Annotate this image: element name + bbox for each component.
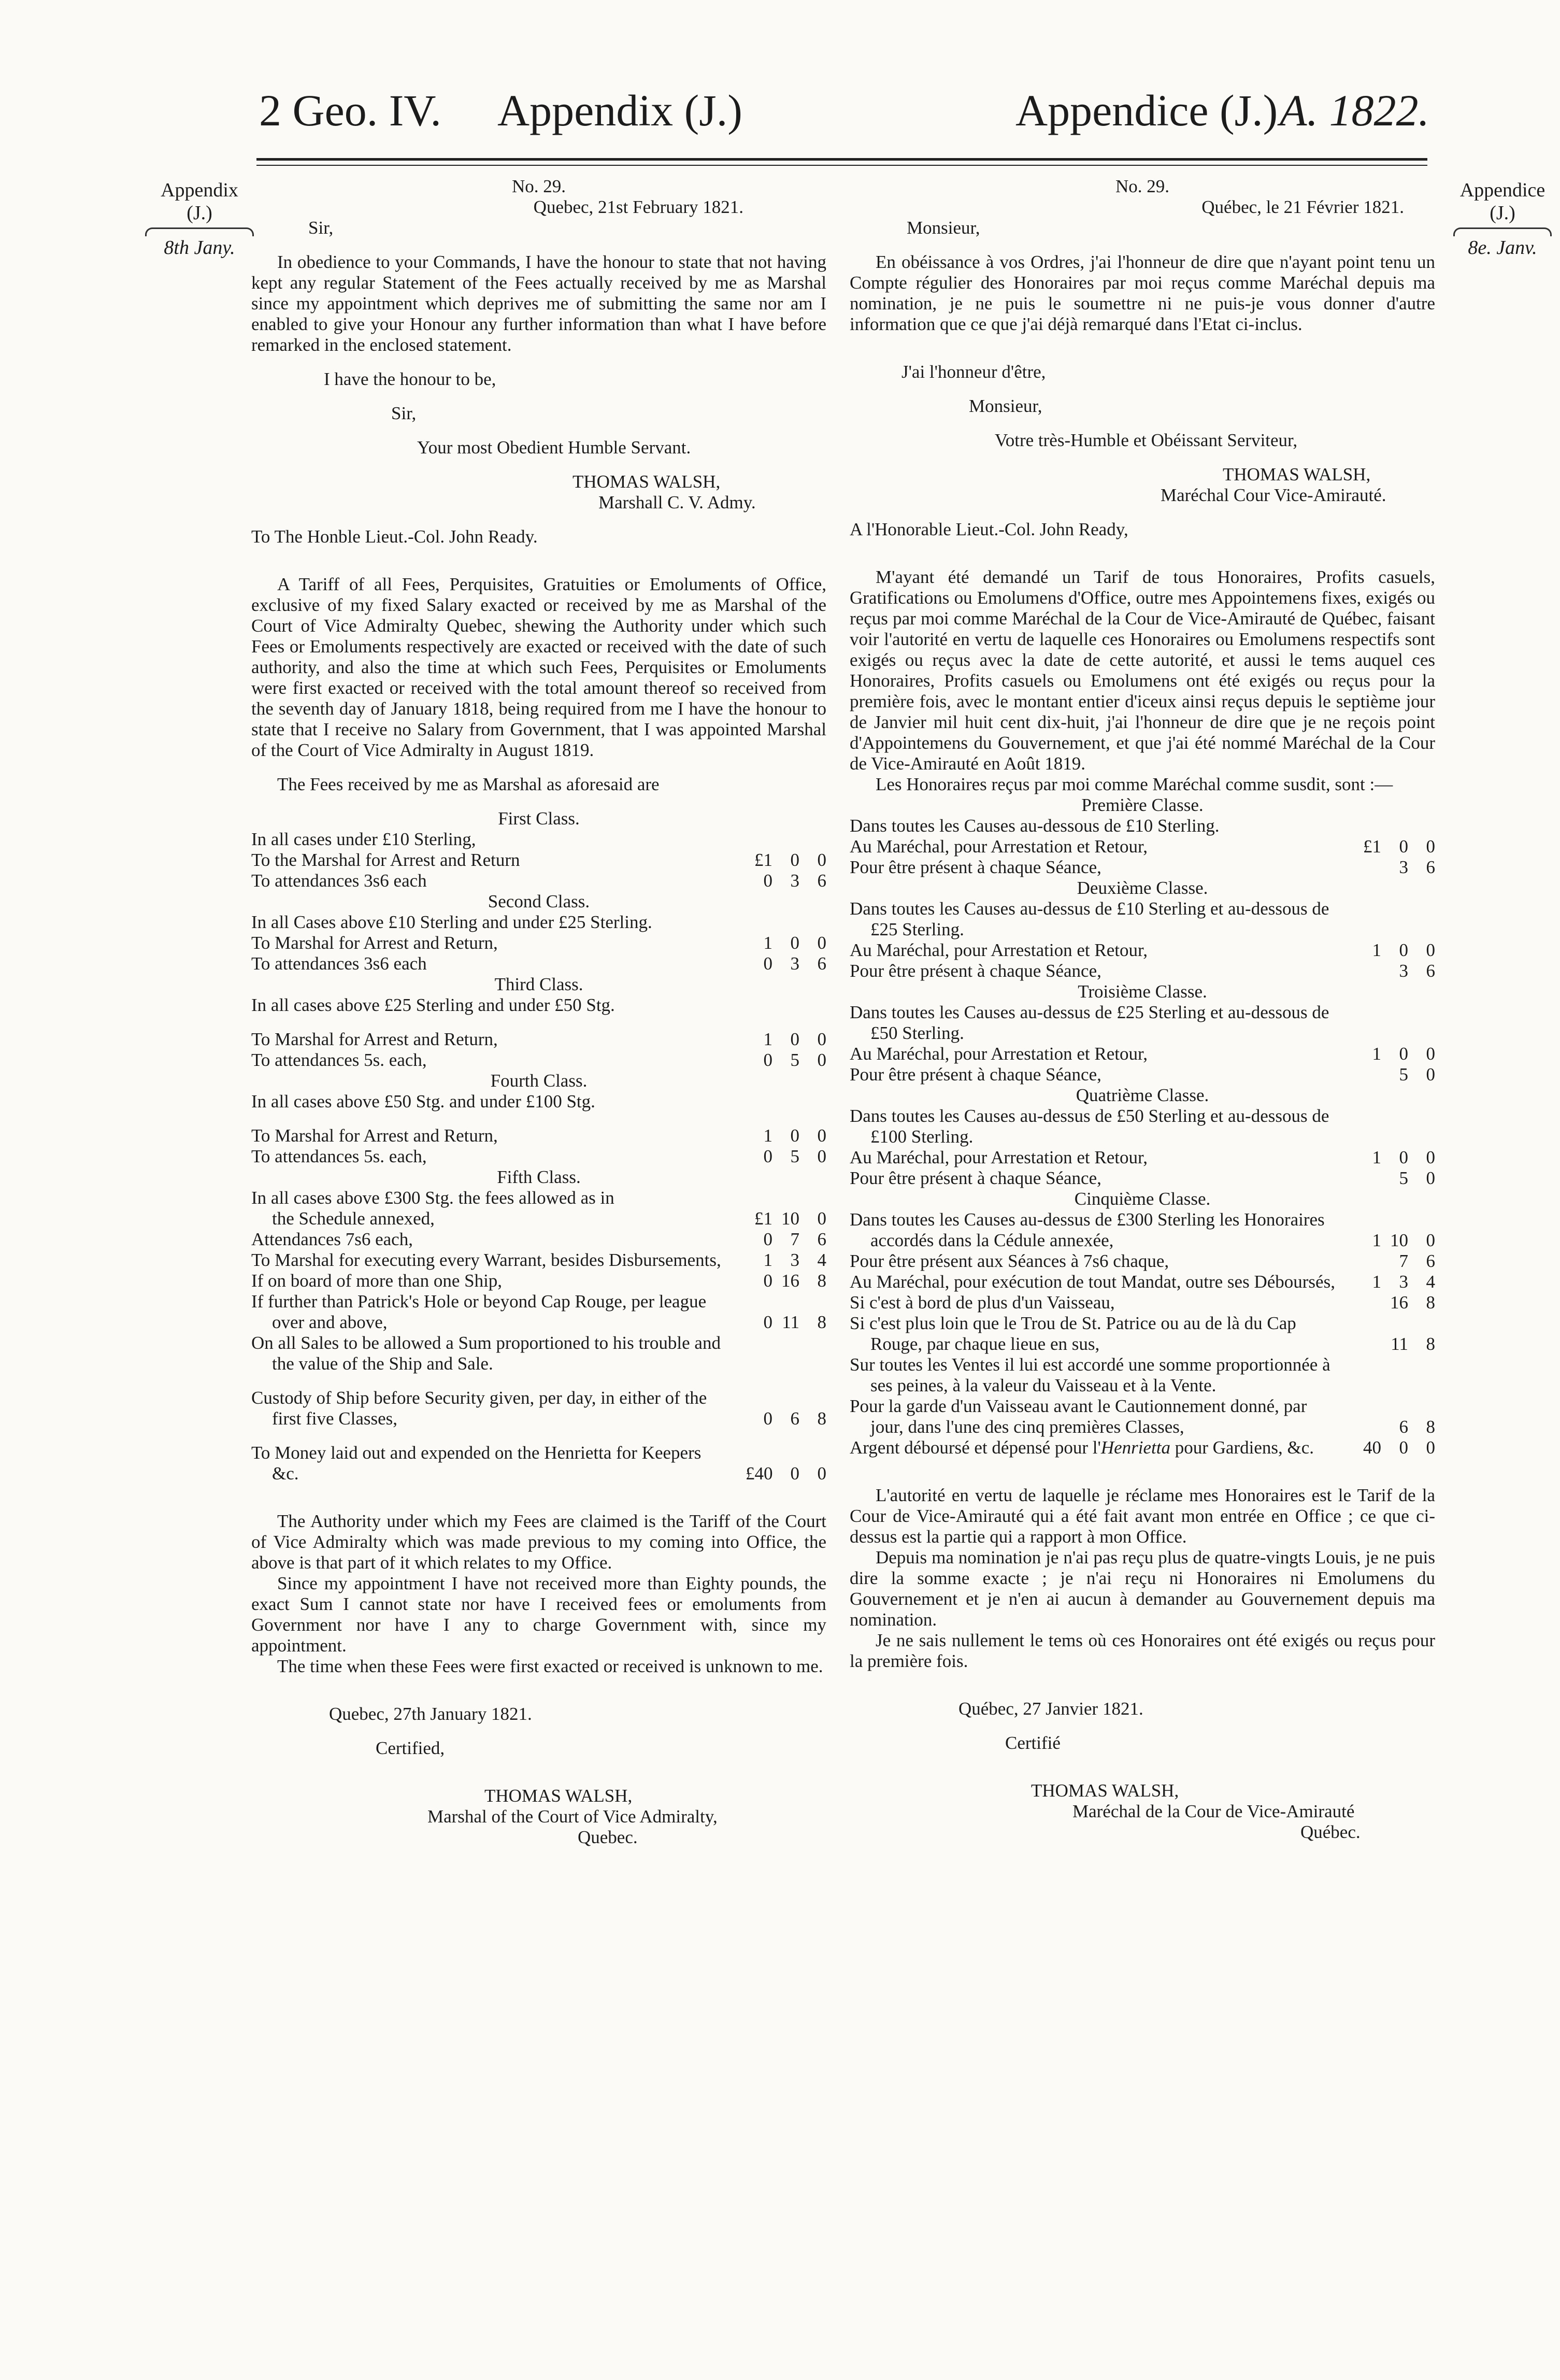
pounds: 1 — [763, 1029, 772, 1049]
signer-name: THOMAS WALSH, — [573, 472, 721, 492]
shillings: 7 — [1399, 1251, 1408, 1271]
shillings: 16 — [1390, 1292, 1408, 1313]
fee-row — [251, 871, 826, 891]
class-3-condition: Dans toutes les Causes au-dessus de £25 Sterling et au-dessous de £50 Sterling. — [850, 1002, 1329, 1043]
fee-row-amount — [728, 1250, 826, 1271]
fee-row — [251, 850, 826, 871]
pence: 6 — [817, 953, 826, 974]
fee-row — [850, 940, 1435, 961]
fee-row — [251, 1271, 826, 1291]
pounds: 0 — [763, 1229, 772, 1249]
fee-row-desc: To Marshal for Arrest and Return, — [251, 1125, 498, 1146]
fee-row-desc: Attendances 7s6 each, — [251, 1229, 413, 1249]
pounds: 1 — [1372, 1272, 1381, 1292]
fee-row-desc: Pour être présent à chaque Séance, — [850, 961, 1101, 981]
right-margin-appendix: Appendice — [1459, 179, 1545, 201]
pence: 8 — [1426, 1292, 1435, 1313]
fee-row-desc: Pour la garde d'un Vaisseau avant le Cautionnement donné, par jour, dans l'une des cinq premières Classes, — [850, 1396, 1307, 1437]
class-1-condition: In all cases under £10 Sterling, — [251, 829, 476, 849]
shillings: 3 — [1399, 1272, 1408, 1292]
shillings: 16 — [781, 1271, 799, 1291]
fee-row-amount — [728, 1463, 826, 1484]
pence: 0 — [1426, 1147, 1435, 1167]
fee-row — [850, 1437, 1435, 1458]
fee-row-desc: Au Maréchal, pour Arrestation et Retour, — [850, 1147, 1148, 1167]
left-margin-date: 8th Jany. — [164, 237, 235, 259]
final-signer-name: THOMAS WALSH, — [1031, 1780, 1179, 1801]
class-4-title: Fourth Class. — [490, 1071, 588, 1091]
letter-date: Québec, le 21 Février 1821. — [1201, 197, 1404, 217]
shillings: 3 — [790, 1250, 799, 1270]
pence: 0 — [1426, 1064, 1435, 1085]
fee-row-desc: To attendances 5s. each, — [251, 1146, 427, 1166]
pence: 4 — [1426, 1272, 1435, 1292]
fee-row-amount — [1337, 1437, 1435, 1458]
header-rule-thin — [256, 165, 1427, 166]
fee-row — [850, 1272, 1435, 1292]
pounds: 1 — [1372, 940, 1381, 960]
pounds: 1 — [763, 1125, 772, 1146]
shillings: 6 — [1399, 1417, 1408, 1437]
pence: 0 — [817, 1050, 826, 1070]
fee-row-amount — [1337, 1230, 1435, 1251]
shillings: 0 — [790, 1463, 799, 1484]
class-2-condition: In all Cases above £10 Sterling and under £25 Sterling. — [251, 912, 652, 932]
fee-row — [251, 1146, 826, 1167]
fee-row-desc: To Money laid out and expended on the Henrietta for Keepers &c. — [251, 1443, 702, 1484]
pence: 0 — [817, 1125, 826, 1146]
pounds: 1 — [1372, 1044, 1381, 1064]
shillings: 5 — [1399, 1064, 1408, 1085]
final-date: Quebec, 27th January 1821. — [329, 1704, 532, 1724]
fee-row-amount — [1337, 836, 1435, 857]
fee-row-desc: If on board of more than one Ship, — [251, 1271, 503, 1291]
fee-row-amount — [728, 933, 826, 953]
fee-row — [850, 1292, 1435, 1313]
signer-name: THOMAS WALSH, — [1223, 464, 1371, 484]
fee-row — [850, 1251, 1435, 1272]
fee-row — [251, 1443, 826, 1484]
pounds — [1354, 961, 1381, 981]
fee-row-desc: Dans toutes les Causes au-dessus de £300 Sterling les Honoraires accordés dans la Cédule annexée, — [850, 1209, 1325, 1250]
pounds: 1 — [763, 1250, 772, 1270]
letter-number: No. 29. — [1115, 176, 1170, 196]
pence: 0 — [1426, 940, 1435, 960]
fee-row-desc: Pour être présent à chaque Séance, — [850, 1064, 1101, 1085]
fee-row-amount — [728, 850, 826, 871]
fee-row-amount — [1337, 940, 1435, 961]
pounds: 0 — [763, 1408, 772, 1429]
french-column — [850, 176, 1435, 1843]
pence: 0 — [817, 933, 826, 953]
closing-line-3: Votre très-Humble et Obéissant Serviteur, — [995, 430, 1298, 450]
pence: 0 — [817, 1463, 826, 1484]
salutation: Monsieur, — [907, 218, 980, 238]
pounds: 0 — [763, 953, 772, 974]
fee-row-desc — [850, 1437, 1337, 1458]
class-4-condition: In all cases above £50 Stg. and under £100 Stg. — [251, 1091, 595, 1111]
since-text: Depuis ma nomination je n'ai pas reçu plus de quatre-vingts Louis, je ne puis dire la somme exacte ; je n'ai reçu ni Honoraires ni Emolumens du Gouvernement et je n'en ai aucun à demander au Gouvernement depuis ma nomination. — [850, 1547, 1435, 1630]
left-margin-appendix: Appendix — [161, 179, 238, 201]
fee-row-desc: If further than Patrick's Hole or beyond Cap Rouge, per league over and above, — [251, 1291, 707, 1332]
shillings: 11 — [782, 1312, 799, 1332]
pence: 6 — [817, 871, 826, 891]
closing-line-2: Sir, — [391, 403, 417, 423]
shillings: 5 — [790, 1050, 799, 1070]
letter-date: Quebec, 21st February 1821. — [533, 197, 743, 217]
pence: 4 — [817, 1250, 826, 1270]
closing-line-1: I have the honour to be, — [324, 369, 496, 389]
fee-row — [850, 1396, 1435, 1437]
fee-row-desc: To Marshal for Arrest and Return, — [251, 1029, 498, 1049]
header-appendix-english: Appendix (J.) — [497, 85, 742, 135]
pence: 0 — [1426, 1437, 1435, 1458]
shillings: 0 — [1399, 1044, 1408, 1064]
fee-row-amount — [1337, 1334, 1435, 1355]
class-5-title: Fifth Class. — [497, 1167, 581, 1187]
pounds: 0 — [763, 1271, 772, 1291]
sales-note: Sur toutes les Ventes il lui est accordé une somme proportionnée à ses peines, à la valeur du Vaisseau et à la Vente. — [850, 1355, 1330, 1395]
class-1-condition: Dans toutes les Causes au-dessous de £10 Sterling. — [850, 816, 1220, 836]
signer-title: Marshall C. V. Admy. — [598, 492, 756, 512]
pounds: 0 — [763, 871, 772, 891]
pence: 8 — [1426, 1334, 1435, 1354]
class-3-title: Third Class. — [494, 974, 583, 994]
fee-row-desc: Au Maréchal, pour Arrestation et Retour, — [850, 940, 1148, 960]
pounds: 0 — [763, 1146, 772, 1166]
fee-row-amount — [1337, 1064, 1435, 1085]
fee-row-amount — [1337, 1251, 1435, 1272]
header-year: A. 1822. — [1280, 85, 1430, 135]
fee-row-desc: Pour être présent aux Séances à 7s6 chaque, — [850, 1251, 1169, 1271]
pence: 8 — [817, 1408, 826, 1429]
addressee: To The Honble Lieut.-Col. John Ready. — [251, 526, 538, 547]
pounds: £1 — [754, 850, 772, 870]
class-3-title: Troisième Classe. — [1078, 981, 1207, 1002]
header-rule-thick — [256, 158, 1427, 161]
fee-row — [251, 1250, 826, 1271]
fee-row-amount — [728, 1050, 826, 1071]
class-1-title: First Class. — [498, 808, 580, 829]
fee-row — [850, 836, 1435, 857]
shillings: 3 — [1399, 857, 1408, 877]
pence: 6 — [1426, 857, 1435, 877]
final-signer-name: THOMAS WALSH, — [484, 1786, 633, 1806]
fee-row — [850, 1147, 1435, 1168]
fee-row-amount — [728, 1125, 826, 1146]
fee-row-amount — [1337, 1417, 1435, 1437]
fee-row-desc: To attendances 3s6 each — [251, 871, 427, 891]
shillings: 6 — [790, 1408, 799, 1429]
fee-row — [251, 933, 826, 953]
pence: 6 — [1426, 961, 1435, 981]
shillings: 0 — [790, 933, 799, 953]
fee-row — [850, 1064, 1435, 1085]
fee-row-amount — [728, 871, 826, 891]
fee-row-amount — [1337, 1272, 1435, 1292]
right-margin-date: 8e. Janv. — [1468, 237, 1537, 259]
shillings: 0 — [790, 1029, 799, 1049]
pounds: £40 — [746, 1463, 773, 1484]
english-column — [251, 176, 826, 1848]
fee-row — [850, 961, 1435, 981]
fee-row — [251, 953, 826, 974]
fee-row-desc: To attendances 3s6 each — [251, 953, 427, 974]
pounds — [1354, 857, 1381, 878]
salutation: Sir, — [308, 218, 334, 238]
class-1-title: Première Classe. — [1081, 795, 1204, 815]
pence: 0 — [817, 850, 826, 870]
fee-row-amount — [728, 953, 826, 974]
fee-row — [850, 1209, 1435, 1251]
shillings: 11 — [1391, 1334, 1408, 1354]
fee-row — [251, 1291, 826, 1333]
request-text: A Tariff of all Fees, Perquisites, Gratuities or Emoluments of Office, exclusive of my fixed Salary exacted or received by me as Marshal of the Court of Vice Admiralty Quebec, shewing the Authority under which such Fees or Emoluments respectively are exacted or received with the date of such authority, and also the time at which such Fees, Perquisites or Emoluments were first exacted or received with the total amount thereof so received from the seventh day of January 1818, being required from me I have the honour to state that I receive no Salary from Government, that I was appointed Marshal of the Court of Vice Admiralty in August 1819. — [251, 574, 826, 760]
pence: 8 — [1426, 1417, 1435, 1437]
pounds — [1354, 1292, 1381, 1313]
fee-row-amount — [1337, 1147, 1435, 1168]
fee-row-amount — [728, 1146, 826, 1167]
fee-row-desc: Pour être présent à chaque Séance, — [850, 1168, 1101, 1188]
pence: 0 — [1426, 836, 1435, 857]
certified: Certifié — [1005, 1733, 1061, 1753]
request-text: M'ayant été demandé un Tarif de tous Honoraires, Profits casuels, Gratifications ou Emolumens d'Office, outre mes Appointemens fixes, exigés ou reçus par moi comme Maréchal de la Cour de Vice-Amirauté de Québec, faisant voir l'autorité en vertu de laquelle ces Honoraires ou Emolumens respectifs sont exigés ou reçus avec la date de cette autorité, et aussi le tems auquel ces Honoraires, Profits casuels ou Emolumens ont été exigés ou reçus pour la première fois, avec le montant entier d'iceux ainsi reçus depuis le septième jour de Janvier mil huit cent dix-huit, j'ai l'honneur de dire que je ne reçois point d'Appointemens du Gouvernement, et que j'ai été nommé Maréchal de la Cour de Vice-Amirauté en Août 1819. — [850, 567, 1435, 774]
pounds: 1 — [763, 933, 772, 953]
letter-body: In obedience to your Commands, I have the honour to state that not having kept any regular Statement of the Fees actually received by me as Marshal since my appointment which deprives me of submitting the same nor am I enabled to give your Honour any further information than what I have before remarked in the enclosed statement. — [251, 252, 826, 355]
fee-row-desc: Si c'est plus loin que le Trou de St. Patrice ou au de là du Cap Rouge, par chaque lieue en sus, — [850, 1313, 1296, 1354]
fee-row-amount — [1337, 961, 1435, 981]
pounds — [1354, 1334, 1381, 1355]
fee-row-desc: To Marshal for executing every Warrant, besides Disbursements, — [251, 1250, 721, 1270]
class-2-title: Deuxième Classe. — [1077, 878, 1208, 898]
since-text: Since my appointment I have not received more than Eighty pounds, the exact Sum I cannot state nor have I received fees or emoluments from Government nor have I any to charge Government with, since my appointment. — [251, 1573, 826, 1656]
fee-row-desc: Au Maréchal, pour Arrestation et Retour, — [850, 1044, 1148, 1064]
pounds: 1 — [1372, 1230, 1381, 1250]
fee-row-amount — [1337, 1168, 1435, 1189]
right-margin-letter: (J.) — [1490, 202, 1515, 224]
pounds: 0 — [763, 1050, 772, 1070]
final-signer-title: Marshal of the Court of Vice Admiralty, — [427, 1806, 718, 1827]
fee-row-amount — [1337, 857, 1435, 878]
fee-row-amount — [728, 1271, 826, 1291]
left-margin-letter: (J.) — [187, 202, 212, 224]
class-3-condition: In all cases above £25 Sterling and under £50 Stg. — [251, 995, 615, 1015]
header-reign: 2 Geo. IV. — [259, 85, 441, 135]
fee-row-desc: Custody of Ship before Security given, per day, in either of the first five Classes, — [251, 1388, 707, 1429]
pence: 6 — [817, 1229, 826, 1249]
shillings: 10 — [781, 1208, 799, 1229]
pence: 6 — [1426, 1251, 1435, 1271]
final-signer-place: Québec. — [1300, 1822, 1361, 1842]
pounds: £1 — [754, 1208, 772, 1229]
shillings: 0 — [1399, 1437, 1408, 1458]
header-appendix-french: Appendice (J.) — [1015, 85, 1278, 135]
money-desc-pre: Argent déboursé et dépensé pour l' — [850, 1437, 1101, 1458]
pence: 0 — [817, 1029, 826, 1049]
pounds: 40 — [1363, 1437, 1381, 1458]
fee-row-amount — [728, 1029, 826, 1050]
fee-row-amount — [728, 1229, 826, 1250]
fee-row — [850, 857, 1435, 878]
fee-row — [251, 1229, 826, 1250]
fee-row — [251, 1188, 826, 1229]
shillings: 5 — [790, 1146, 799, 1166]
sales-note: On all Sales to be allowed a Sum proportioned to his trouble and the value of the Ship and Sale. — [251, 1333, 721, 1374]
authority-text: The Authority under which my Fees are claimed is the Tariff of the Court of Vice Admiralty which was made previous to my coming into Office, the above is that part of it which relates to my Office. — [251, 1511, 826, 1573]
right-margin-note — [1448, 179, 1557, 259]
letter-number: No. 29. — [511, 176, 566, 196]
fee-row — [850, 1168, 1435, 1189]
fee-row — [850, 1044, 1435, 1064]
right-margin-brace — [1453, 227, 1552, 236]
pounds — [1354, 1168, 1381, 1189]
fee-row-amount — [728, 1208, 826, 1229]
fee-row-amount — [1337, 1292, 1435, 1313]
closing-line-2: Monsieur, — [969, 396, 1042, 416]
certified: Certified, — [376, 1738, 445, 1758]
fee-row — [251, 1125, 826, 1146]
pence: 0 — [817, 1208, 826, 1229]
shillings: 3 — [790, 871, 799, 891]
pounds — [1354, 1417, 1381, 1437]
addressee: A l'Honorable Lieut.-Col. John Ready, — [850, 519, 1128, 539]
shillings: 3 — [790, 953, 799, 974]
closing-line-3: Your most Obedient Humble Servant. — [417, 437, 691, 458]
pounds: 0 — [763, 1312, 772, 1332]
final-signer-title: Maréchal de la Cour de Vice-Amirauté — [1072, 1801, 1355, 1821]
shillings: 0 — [790, 850, 799, 870]
final-date: Québec, 27 Janvier 1821. — [958, 1699, 1143, 1719]
pence: 8 — [817, 1312, 826, 1332]
money-desc-post: pour Gardiens, &c. — [1170, 1437, 1314, 1458]
fee-row-desc: Pour être présent à chaque Séance, — [850, 857, 1101, 877]
class-2-condition: Dans toutes les Causes au-dessus de £10 Sterling et au-dessous de £25 Sterling. — [850, 899, 1329, 939]
shillings: 0 — [1399, 1147, 1408, 1167]
fee-row — [251, 1029, 826, 1050]
shillings: 3 — [1399, 961, 1408, 981]
shillings: 7 — [790, 1229, 799, 1249]
pounds: 1 — [1372, 1147, 1381, 1167]
fee-row-desc: Au Maréchal, pour Arrestation et Retour, — [850, 836, 1148, 857]
shillings: 0 — [1399, 940, 1408, 960]
shillings: 10 — [1390, 1230, 1408, 1250]
class-4-condition: Dans toutes les Causes au-dessus de £50 Sterling et au-dessous de £100 Sterling. — [850, 1106, 1329, 1147]
fee-row-desc: To the Marshal for Arrest and Return — [251, 850, 520, 870]
class-4-title: Quatrième Classe. — [1076, 1085, 1209, 1105]
time-text: Je ne sais nullement le tems où ces Honoraires ont été exigés ou reçus pour la première fois. — [850, 1630, 1435, 1671]
signer-title: Maréchal Cour Vice-Amirauté. — [1161, 485, 1386, 505]
pence: 0 — [1426, 1168, 1435, 1188]
pence: 0 — [817, 1146, 826, 1166]
fees-intro: The Fees received by me as Marshal as aforesaid are — [277, 774, 660, 794]
pence: 0 — [1426, 1044, 1435, 1064]
fee-row-desc: Au Maréchal, pour exécution de tout Mandat, outre ses Déboursés, — [850, 1272, 1335, 1292]
class-2-title: Second Class. — [488, 891, 590, 911]
fee-row-desc: To Marshal for Arrest and Return, — [251, 933, 498, 953]
shillings: 0 — [790, 1125, 799, 1146]
fees-intro: Les Honoraires reçus par moi comme Maréchal comme susdit, sont :— — [876, 774, 1393, 794]
fee-row — [251, 1388, 826, 1429]
left-margin-brace — [145, 227, 254, 236]
fee-row-amount — [728, 1312, 826, 1333]
closing-line-1: J'ai l'honneur d'être, — [901, 362, 1046, 382]
fee-row-amount — [1337, 1044, 1435, 1064]
letter-body: En obéissance à vos Ordres, j'ai l'honneur de dire que n'ayant point tenu un Compte régulier des Honoraires par moi reçus comme Maréchal depuis ma nomination, je ne puis le soumettre ni ne puis-je vous donner d'autre information que ce que j'ai déjà remarqué dans l'Etat ci-inclus. — [850, 252, 1435, 334]
fee-row-desc: Si c'est à bord de plus d'un Vaisseau, — [850, 1292, 1115, 1313]
pence: 0 — [1426, 1230, 1435, 1250]
final-signer-place: Quebec. — [578, 1827, 638, 1847]
time-text: The time when these Fees were first exacted or received is unknown to me. — [277, 1656, 823, 1676]
shillings: 5 — [1399, 1168, 1408, 1188]
shillings: 0 — [1399, 836, 1408, 857]
fee-row — [850, 1313, 1435, 1355]
authority-text: L'autorité en vertu de laquelle je réclame mes Honoraires est le Tarif de la Cour de Vice-Amirauté qui a été fait avant mon entrée en Office ; ce que ci-dessus est la partie qui a rapport à mon Office. — [850, 1485, 1435, 1547]
pounds — [1354, 1064, 1381, 1085]
fee-row-amount — [728, 1408, 826, 1429]
fee-row-desc: To attendances 5s. each, — [251, 1050, 427, 1070]
ship-name: Henrietta — [1100, 1437, 1170, 1458]
class-5-title: Cinquième Classe. — [1074, 1189, 1211, 1209]
pence: 8 — [817, 1271, 826, 1291]
pounds: £1 — [1363, 836, 1381, 857]
pounds — [1354, 1251, 1381, 1272]
left-margin-note — [140, 179, 259, 259]
fee-row — [251, 1050, 826, 1071]
fee-row-desc: In all cases above £300 Stg. the fees allowed as in the Schedule annexed, — [251, 1188, 614, 1229]
